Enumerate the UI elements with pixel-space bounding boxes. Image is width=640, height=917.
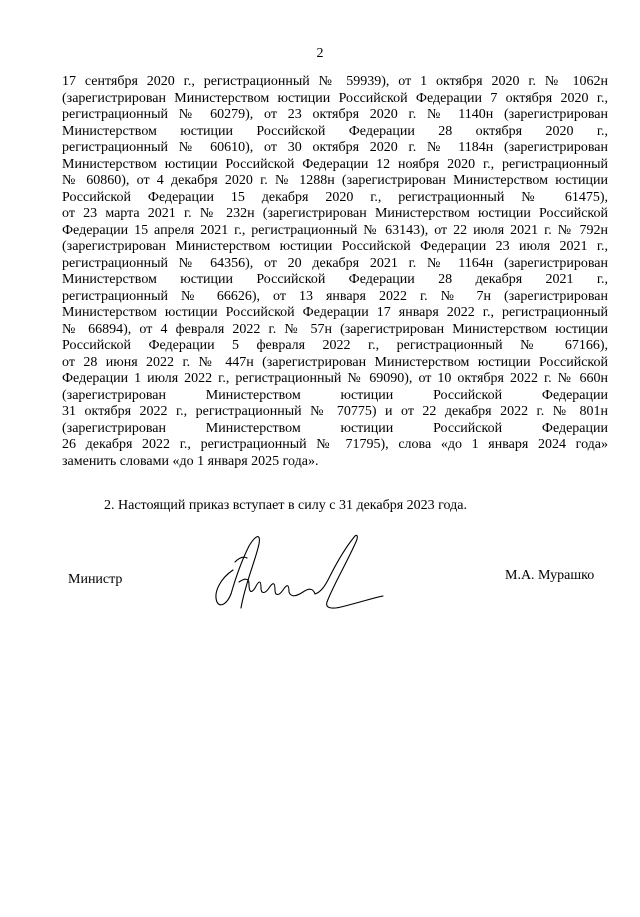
text-line: регистрационный № 60610), от 30 октября 2020 г. № 1184н (зарегистрирован: [62, 140, 608, 155]
signatory-name: М.А. Мурашко: [505, 568, 595, 583]
text-line: от 28 июня 2022 г. № 447н (зарегистрирован Министерством юстиции Российской: [62, 354, 608, 370]
text-line: регистрационный № 64356), от 20 декабря 2021 г. № 1164н (зарегистрирован: [62, 255, 608, 271]
text-line: Министерством юстиции Российской Федерации 12 ноября 2020 г., регистрационный: [62, 156, 608, 172]
page-number: 2: [316, 46, 324, 61]
text-line: (зарегистрирован Министерством юстиции Российской Федерации: [62, 387, 608, 403]
text-line: (зарегистрирован Министерством юстиции Российской Федерации: [62, 420, 608, 436]
text-line: регистрационный № 66626), от 13 января 2022 г. № 7н (зарегистрирован: [62, 288, 608, 304]
text-line: 17 сентября 2020 г., регистрационный № 59939), от 1 октября 2020 г. № 1062н: [62, 74, 608, 89]
text-line: Российской Федерации 5 февраля 2022 г., регистрационный № 67166),: [62, 338, 608, 353]
effective-date-paragraph: 2. Настоящий приказ вступает в силу с 31 декабря 2023 года.: [104, 498, 467, 513]
text-line: 31 октября 2022 г., регистрационный № 70775) и от 22 декабря 2022 г. № 801н: [62, 404, 608, 419]
text-line: 26 декабря 2022 г., регистрационный № 71795), слова «до 1 января 2024 года»: [62, 437, 608, 452]
text-line: Федерации 15 апреля 2021 г., регистрационный № 63143), от 22 июля 2021 г. № 792н: [62, 222, 608, 238]
text-line: Российской Федерации 15 декабря 2020 г., регистрационный № 61475),: [62, 189, 608, 205]
signatory-title: Министр: [68, 572, 123, 587]
text-line: № 66894), от 4 февраля 2022 г. № 57н (зарегистрирован Министерством юстиции: [62, 321, 608, 337]
text-line: от 23 марта 2021 г. № 232н (зарегистрирован Министерством юстиции Российской: [62, 206, 608, 221]
text-line: (зарегистрирован Министерством юстиции Российской Федерации 23 июля 2021 г.,: [62, 239, 608, 254]
text-line: Министерством юстиции Российской Федерации 17 января 2022 г., регистрационный: [62, 305, 608, 320]
text-line: Министерством юстиции Российской Федерации 28 декабря 2021 г.,: [62, 272, 608, 287]
text-line: Федерации 1 июля 2022 г., регистрационный № 69090), от 10 октября 2022 г. № 660н: [62, 371, 608, 386]
text-line: заменить словами «до 1 января 2025 года».: [62, 453, 319, 469]
amendment-paragraph: [62, 74, 608, 470]
text-line: № 60860), от 4 декабря 2020 г. № 1288н (зарегистрирован Министерством юстиции: [62, 173, 608, 188]
text-line: Министерством юстиции Российской Федерации 28 октября 2020 г.,: [62, 123, 608, 139]
text-line: (зарегистрирован Министерством юстиции Российской Федерации 7 октября 2020 г.,: [62, 90, 608, 106]
text-line: регистрационный № 60279), от 23 октября 2020 г. № 1140н (зарегистрирован: [62, 107, 608, 122]
handwritten-signature: [205, 522, 385, 622]
